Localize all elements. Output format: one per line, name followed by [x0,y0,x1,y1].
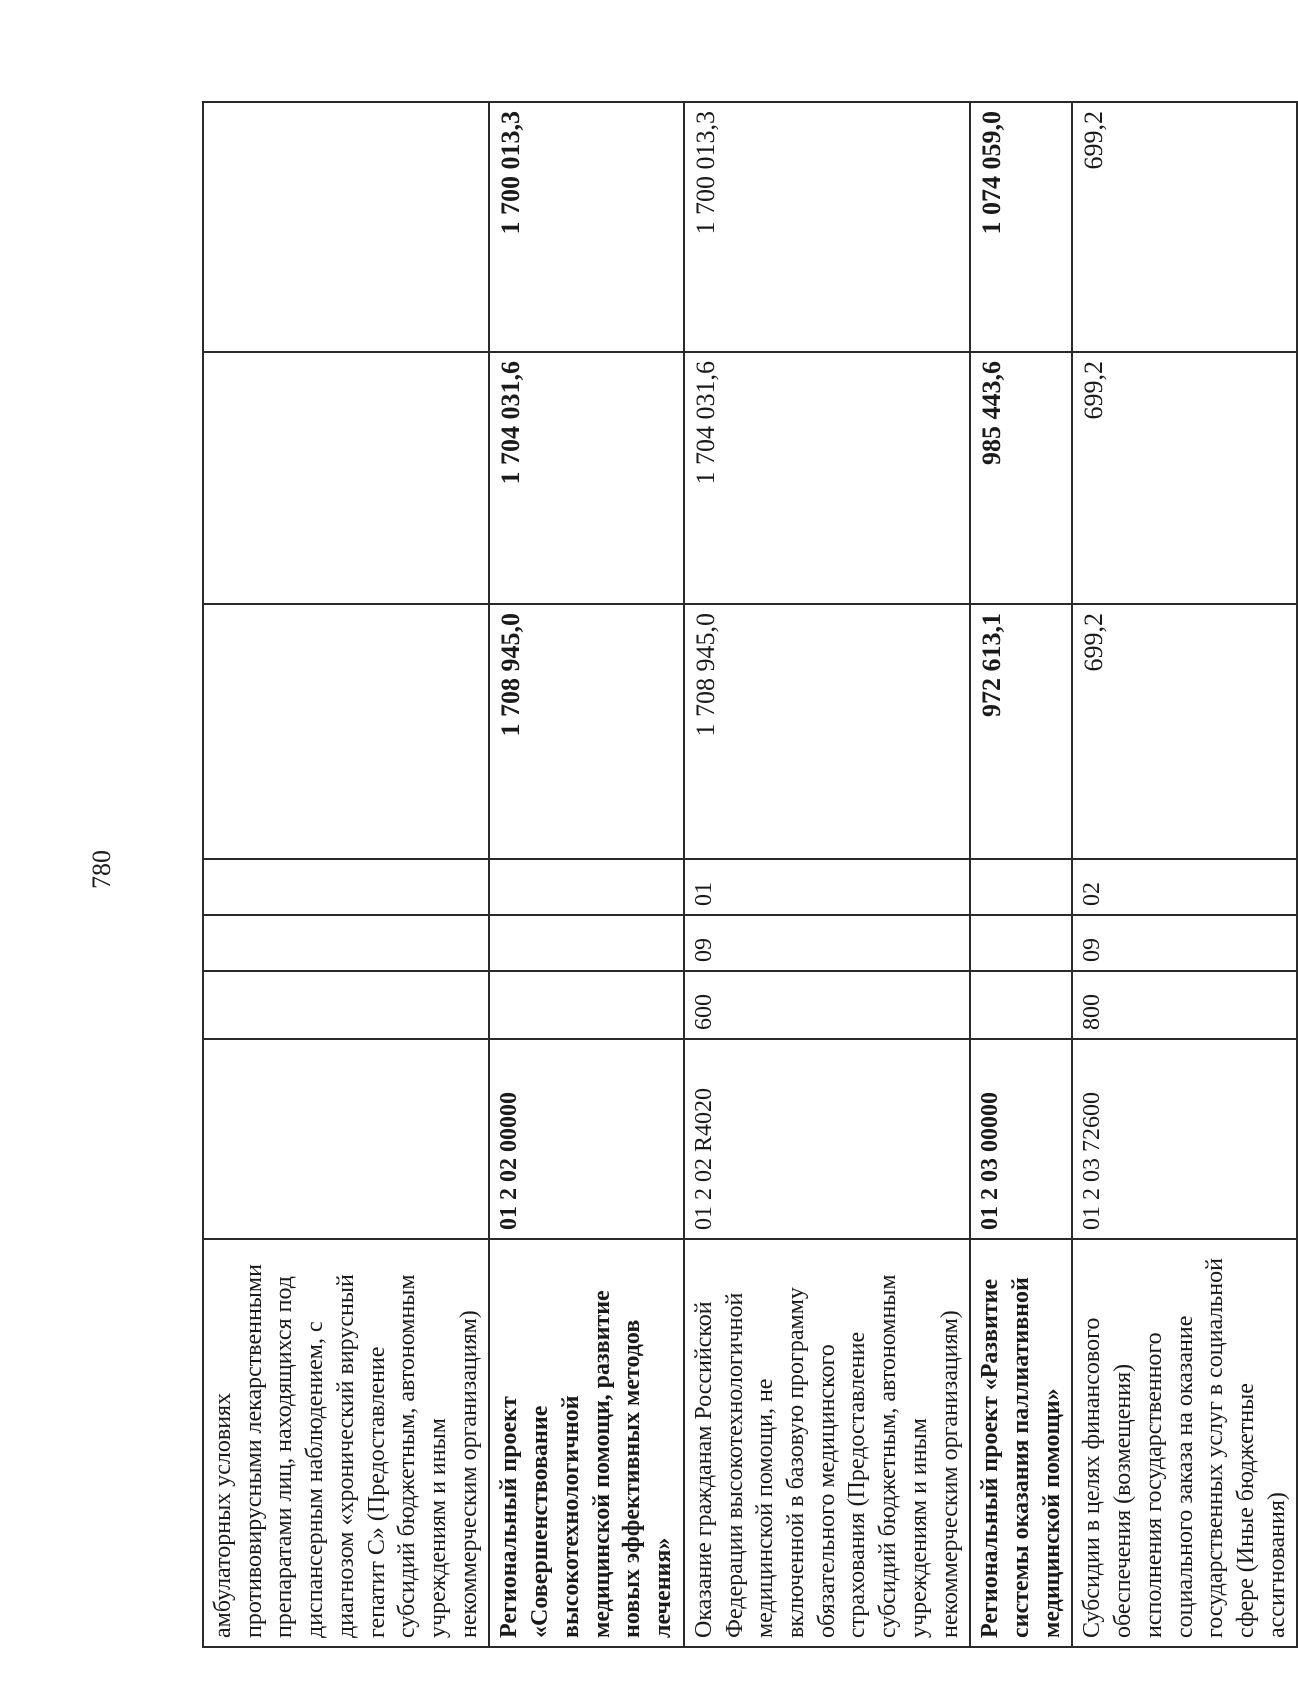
row-sum-2: 699,2 [1072,352,1297,604]
table-row [684,102,970,1647]
row-pr [203,859,489,915]
row-sum-1: 699,2 [1072,604,1297,859]
row-sum-2 [203,352,489,604]
page-number: 780 [87,850,116,889]
rotated-table-container [202,103,1290,1648]
row-rz [970,915,1072,971]
row-description: Региональный проект «Развитие системы оказания паллиативной медицинской помощи» [970,1239,1072,1647]
row-vr [203,971,489,1039]
table-row [970,102,1072,1647]
row-description: Субсидии в целях финансового обеспечения (возмещения) исполнения государственного социального заказа на оказание государственных услуг в социальной сфере (Иные бюджетные ассигнования) [1072,1239,1297,1647]
row-rz: 09 [684,915,970,971]
row-pr [489,859,683,915]
table-row [489,102,683,1647]
budget-table [202,101,1298,1648]
row-sum-1 [203,604,489,859]
row-code: 01 2 03 00000 [970,1039,1072,1239]
row-sum-2: 1 704 031,6 [684,352,970,604]
row-sum-2: 985 443,6 [970,352,1072,604]
row-vr: 600 [684,971,970,1039]
row-code: 01 2 02 00000 [489,1039,683,1239]
table-row [1072,102,1297,1647]
row-vr [489,971,683,1039]
row-pr: 02 [1072,859,1297,915]
row-sum-3: 1 074 059,0 [970,102,1072,352]
row-code: 01 2 03 72600 [1072,1039,1297,1239]
row-description: амбулаторных условиях противовирусными лекарственными препаратами лиц, находящихся под диспансерным наблюдением, с диагнозом «хронический вирусный гепатит С» (Предоставление субсидий бюджетным, автономным учреждениям и иным некоммерческим организациям) [203,1239,489,1647]
row-sum-3 [203,102,489,352]
row-sum-1: 1 708 945,0 [684,604,970,859]
row-vr: 800 [1072,971,1297,1039]
row-rz: 09 [1072,915,1297,971]
row-sum-1: 972 613,1 [970,604,1072,859]
row-rz [489,915,683,971]
row-code [203,1039,489,1239]
row-vr [970,971,1072,1039]
table-row [203,102,489,1647]
row-sum-2: 1 704 031,6 [489,352,683,604]
row-description: Оказание гражданам Российской Федерации высокотехнологичной медицинской помощи, не включенной в базовую программу обязательного медицинского страхования (Предоставление субсидий бюджетным, автономным учреждениям и иным некоммерческим организациям) [684,1239,970,1647]
row-sum-1: 1 708 945,0 [489,604,683,859]
row-sum-3: 1 700 013,3 [489,102,683,352]
row-sum-3: 1 700 013,3 [684,102,970,352]
row-code: 01 2 02 R4020 [684,1039,970,1239]
row-description: Региональный проект «Совершенствование высокотехнологичной медицинской помощи, развитие новых эффективных методов лечения» [489,1239,683,1647]
row-sum-3: 699,2 [1072,102,1297,352]
row-pr [970,859,1072,915]
row-pr: 01 [684,859,970,915]
row-rz [203,915,489,971]
